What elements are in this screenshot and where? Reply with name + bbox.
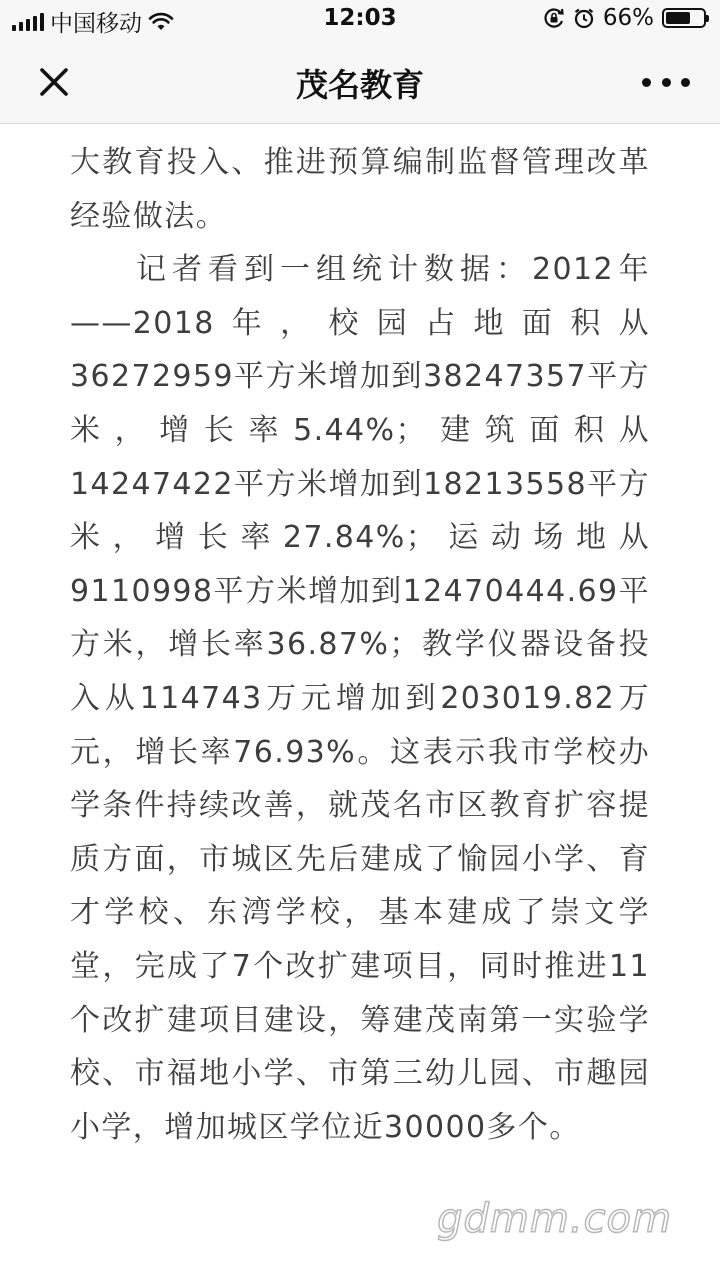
alarm-icon (573, 7, 595, 29)
more-icon[interactable] (642, 64, 690, 100)
battery-icon (662, 8, 706, 28)
rotation-lock-icon (543, 7, 565, 29)
article-paragraph: 记者看到一组统计数据：2012年——2018年，校园占地面积从36272959平方米增加到38247357平方米，增长率5.44%；建筑面积从14247422平方米增加到18213558平方米，增长率27.84%；运动场地从9110998平方米增加到12470444.69平方米，增长率36.87%；教学仪器设备投入从114743万元增加到203019.82万元，增长率76.93%。这表示我市学校办学条件持续改善，就茂名市区教育扩容提质方面，市城区先后建成了愉园小学、育才学校、东湾学校，基本建成了崇文学堂，完成了7个改扩建项目，同时推进11个改扩建项目建设，筹建茂南第一实验学校、市福地小学、市第三幼儿园、市趣园小学，增加城区学位近30000多个。 (70, 252, 650, 1145)
nav-bar (0, 40, 720, 124)
carrier-label: 中国移动 (50, 11, 142, 37)
status-right (543, 5, 706, 31)
status-bar (0, 0, 720, 40)
site-watermark: gdmm.com (437, 1196, 672, 1242)
page-title: 茂名教育 (295, 66, 424, 104)
battery-percent: 66% (602, 5, 654, 31)
article-body (70, 136, 650, 1154)
status-time: 12:03 (323, 5, 397, 31)
battery-level-fill (666, 12, 690, 24)
article-paragraph: 大教育投入、推进预算编制监督管理改革经验做法。 (70, 145, 650, 234)
